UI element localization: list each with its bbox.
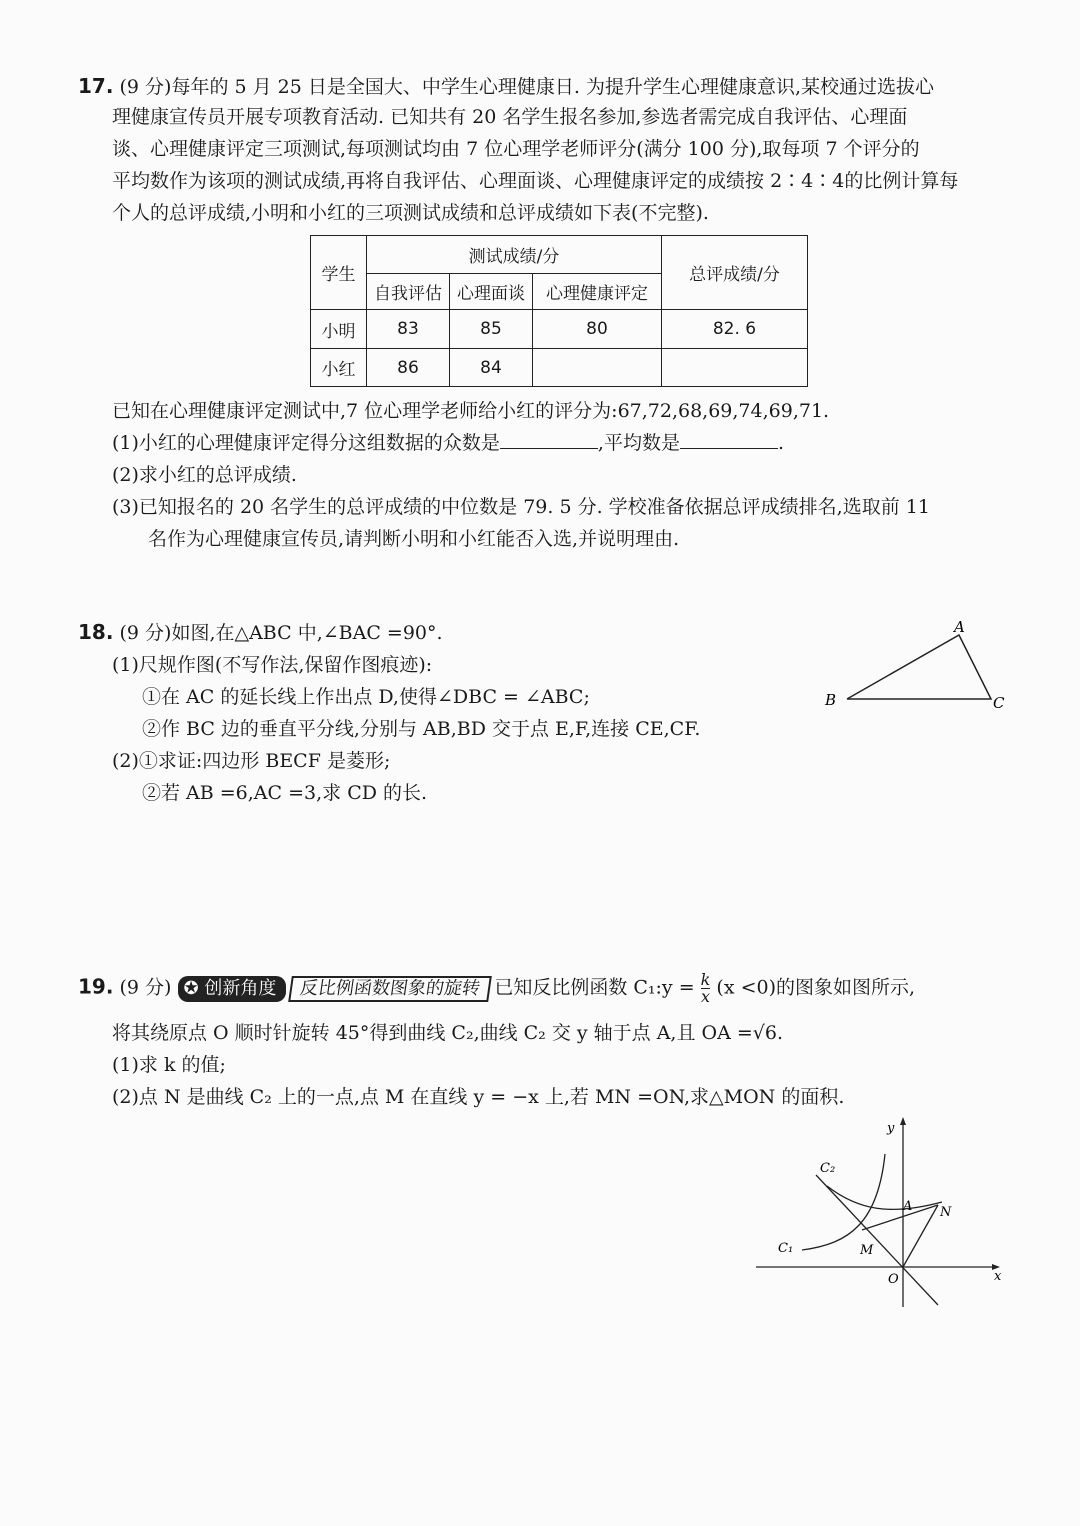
q19-line-3: (1)求 k 的值;: [112, 1054, 226, 1076]
cell-interview: 85: [450, 310, 533, 349]
answer-blank-mode: [500, 428, 598, 449]
q19-score: (9 分): [119, 976, 172, 999]
th-interview: 心理面谈: [450, 274, 533, 310]
q17-part-2: (2)求小红的总评成绩.: [112, 464, 297, 486]
q17-given-scores: 已知在心理健康评定测试中,7 位心理学老师给小红的评分为:67,72,68,69,74,69,71.: [112, 400, 830, 422]
score-table: [310, 235, 808, 387]
q17-number: 17.: [78, 74, 114, 98]
q17-first-line: [78, 72, 934, 99]
answer-blank-mean: [680, 428, 778, 449]
q18-line-2: (1)尺规作图(不写作法,保留作图痕迹):: [112, 654, 433, 676]
q17-line-3: 谈、心理健康评定三项测试,每项测试均由 7 位心理学老师评分(满分 100 分),取每项 7 个评分的: [112, 138, 920, 160]
q17-part-1: [112, 428, 784, 455]
q17-part-3a: (3)已知报名的 20 名学生的总评成绩的中位数是 79. 5 分. 学校准备依据总评成绩排名,选取前 11: [112, 496, 930, 518]
label-m: M: [860, 1243, 874, 1258]
q19-first-line: [78, 972, 915, 1005]
triangle-figure: [815, 615, 1015, 715]
label-y: y: [887, 1121, 895, 1136]
cell-name: 小红: [311, 349, 367, 387]
label-c2: C₂: [820, 1161, 836, 1176]
cell-eval: [533, 349, 662, 387]
table-row: [311, 349, 808, 387]
q18-line-6: ②若 AB =6,AC =3,求 CD 的长.: [142, 782, 428, 804]
q18-line-1: (9 分)如图,在△ABC 中,∠BAC =90°.: [119, 622, 443, 644]
cell-self: 86: [367, 349, 450, 387]
frac-den: x: [701, 987, 711, 1006]
label-c1: C₁: [778, 1241, 794, 1256]
q19-line-4: (2)点 N 是曲线 C₂ 上的一点,点 M 在直线 y = −x 上,若 MN =ON,求△MON 的面积.: [112, 1086, 845, 1108]
y-arrow-icon: [900, 1117, 906, 1125]
th-total: 总评成绩/分: [662, 236, 808, 310]
triangle-abc: [847, 635, 991, 699]
topic-tag: 反比例函数图象的旋转: [289, 976, 493, 1002]
q17-line-2: 理健康宣传员开展专项教育活动. 已知共有 20 名学生报名参加,参选者需完成自我评估、心理面: [112, 106, 908, 128]
q18-line-4: ②作 BC 边的垂直平分线,分别与 AB,BD 交于点 E,F,连接 CE,CF.: [142, 718, 701, 740]
table-row: [311, 310, 808, 349]
frac-num: k: [700, 970, 711, 989]
th-student: 学生: [311, 236, 367, 310]
q18-line-3: ①在 AC 的延长线上作出点 D,使得∠DBC = ∠ABC;: [142, 686, 590, 708]
th-eval: 心理健康评定: [533, 274, 662, 310]
cell-total: [662, 349, 808, 387]
graph-figure: [750, 1112, 1010, 1312]
q17-line-1: (9 分)每年的 5 月 25 日是全国大、中学生心理健康日. 为提升学生心理健康意识,某校通过选拔心: [119, 76, 934, 98]
fraction-k-over-x: [701, 972, 711, 1005]
label-o: O: [888, 1272, 899, 1287]
q19-number: 19.: [78, 974, 114, 999]
q17-part-1-text-c: .: [777, 432, 785, 454]
cell-total: 82. 6: [662, 310, 808, 349]
cell-eval: 80: [533, 310, 662, 349]
th-self: 自我评估: [367, 274, 450, 310]
label-a: A: [903, 1199, 913, 1214]
label-a: A: [954, 618, 965, 636]
q17-line-5: 个人的总评成绩,小明和小红的三项测试成绩和总评成绩如下表(不完整).: [112, 202, 709, 224]
q18-first-line: [78, 618, 443, 645]
q17-part-3b: 名作为心理健康宣传员,请判断小明和小红能否入选,并说明理由.: [148, 528, 680, 550]
cell-interview: 84: [450, 349, 533, 387]
q17-part-1-text-b: ,平均数是: [597, 432, 680, 454]
th-test: 测试成绩/分: [367, 236, 662, 274]
q18-line-5: (2)①求证:四边形 BECF 是菱形;: [112, 750, 391, 772]
q19-line-2: 将其绕原点 O 顺时针旋转 45°得到曲线 C₂,曲线 C₂ 交 y 轴于点 A,且 OA =√6.: [112, 1022, 783, 1044]
q17-part-1-text-a: (1)小红的心理健康评定得分这组数据的众数是: [112, 432, 500, 454]
cell-self: 83: [367, 310, 450, 349]
q17-line-4: 平均数作为该项的测试成绩,再将自我评估、心理面谈、心理健康评定的成绩按 2∶4∶4的比例计算每: [112, 170, 959, 192]
innovation-badge: [178, 976, 287, 1002]
label-b: B: [825, 691, 837, 709]
star-icon: ✪: [183, 977, 199, 999]
label-n: N: [940, 1205, 952, 1220]
cell-name: 小明: [311, 310, 367, 349]
q18-number: 18.: [78, 620, 114, 644]
label-c: C: [993, 694, 1005, 712]
label-x: x: [994, 1269, 1002, 1284]
q19-line-1a: 已知反比例函数 C₁:y =: [494, 976, 695, 999]
q19-line-1b: (x <0)的图象如图所示,: [716, 976, 916, 999]
badge-text: 创新角度: [204, 977, 277, 999]
